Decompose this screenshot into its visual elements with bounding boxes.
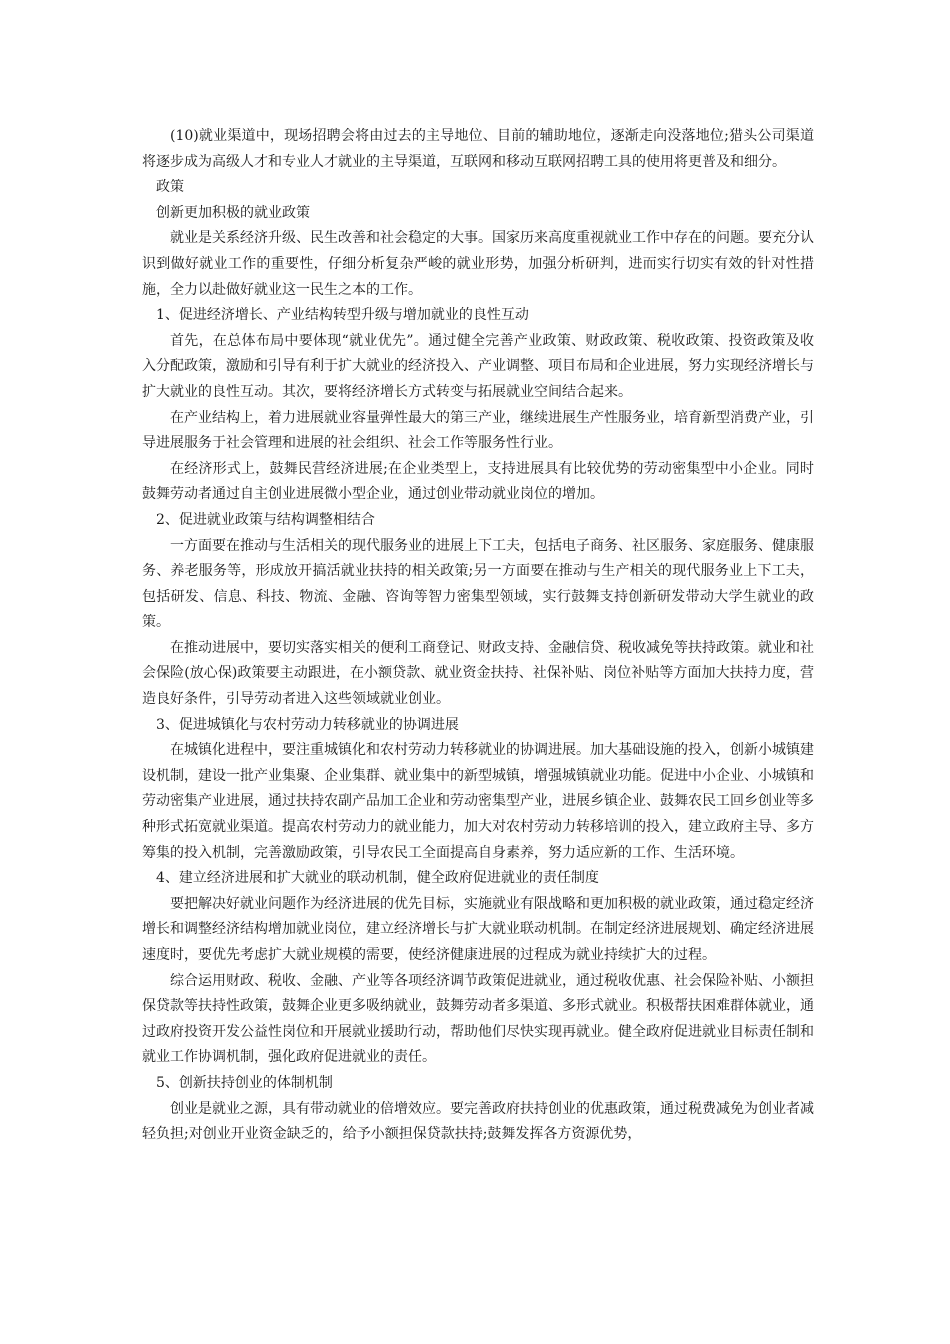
paragraph: 要把解决好就业问题作为经济进展的优先目标，实施就业有限战略和更加积极的就业政策，通过稳定经济增长和调整经济结构增加就业岗位，建立经济增长与扩大就业联动机制。在制定经济进展规划、确定经济进展速度时，要优先考虑扩大就业规模的需要，使经济健康进展的过程成为就业持续扩大的过程。 [142, 895, 814, 963]
section-heading-2: 2、促进就业政策与结构调整相结合 [156, 511, 375, 528]
section-heading-1: 1、促进经济增长、产业结构转型升级与增加就业的良性互动 [156, 307, 529, 324]
paragraph: 创业是就业之源，具有带动就业的倍增效应。要完善政府扶持创业的优惠政策，通过税费减免为创业者减轻负担;对创业开业资金缺乏的，给予小额担保贷款扶持;鼓舞发挥各方资源优势， [142, 1100, 814, 1143]
document-page [142, 124, 814, 1148]
paragraph: 综合运用财政、税收、金融、产业等各项经济调节政策促进就业，通过税收优惠、社会保险补贴、小额担保贷款等扶持性政策，鼓舞企业更多吸纳就业，鼓舞劳动者多渠道、多形式就业。积极帮扶困难群体就业，通过政府投资开发公益性岗位和开展就业援助行动，帮助他们尽快实现再就业。健全政府促进就业目标责任制和就业工作协调机制，强化政府促进就业的责任。 [142, 972, 814, 1066]
section-heading-4: 4、建立经济进展和扩大就业的联动机制，健全政府促进就业的责任制度 [156, 870, 599, 887]
paragraph: 一方面要在推动与生活相关的现代服务业的进展上下工夫，包括电子商务、社区服务、家庭服务、健康服务、养老服务等，形成放开搞活就业扶持的相关政策;另一方面要在推动与生产相关的现代服务业上下工夫，包括研发、信息、科技、物流、金融、咨询等智力密集型领域，实行鼓舞支持创新研发带动大学生就业的政策。 [142, 537, 814, 631]
paragraph-intro: (10)就业渠道中，现场招聘会将由过去的主导地位、目前的辅助地位，逐渐走向没落地位;猎头公司渠道将逐步成为高级人才和专业人才就业的主导渠道，互联网和移动互联网招聘工具的使用将更普及和细分。 [142, 128, 814, 170]
section-heading-3: 3、促进城镇化与农村劳动力转移就业的协调进展 [156, 716, 459, 733]
paragraph: 首先，在总体布局中要体现“就业优先”。通过健全完善产业政策、财政政策、税收政策、投资政策及收入分配政策，激励和引导有利于扩大就业的经济投入、产业调整、项目布局和企业进展，努力实现经济增长与扩大就业的良性互动。其次，要将经济增长方式转变与拓展就业空间结合起来。 [142, 332, 814, 400]
paragraph: 在经济形式上，鼓舞民营经济进展;在企业类型上，支持进展具有比较优势的劳动密集型中小企业。同时鼓舞劳动者通过自主创业进展微小型企业，通过创业带动就业岗位的增加。 [142, 460, 814, 503]
section-title-policy: 政策 [156, 179, 184, 196]
paragraph: 在推动进展中，要切实落实相关的便利工商登记、财政支持、金融信贷、税收减免等扶持政策。就业和社会保险(放心保)政策要主动跟进，在小额贷款、就业资金扶持、社保补贴、岗位补贴等方面加大扶持力度，营造良好条件，引导劳动者进入这些领域就业创业。 [142, 639, 814, 708]
section-subtitle: 创新更加积极的就业政策 [156, 204, 310, 221]
section-heading-5: 5、创新扶持创业的体制机制 [156, 1074, 333, 1091]
paragraph: 就业是关系经济升级、民生改善和社会稳定的大事。国家历来高度重视就业工作中存在的问题。要充分认识到做好就业工作的重要性，仔细分析复杂严峻的就业形势，加强分析研判，进而实行切实有效的针对性措施，全力以赴做好就业这一民生之本的工作。 [142, 230, 814, 298]
paragraph: 在产业结构上，着力进展就业容量弹性最大的第三产业，继续进展生产性服务业，培育新型消费产业，引导进展服务于社会管理和进展的社会组织、社会工作等服务性行业。 [142, 409, 814, 452]
paragraph: 在城镇化进程中，要注重城镇化和农村劳动力转移就业的协调进展。加大基础设施的投入，创新小城镇建设机制，建设一批产业集聚、企业集群、就业集中的新型城镇，增强城镇就业功能。促进中小企业、小城镇和劳动密集产业进展，通过扶持农副产品加工企业和劳动密集型产业，进展乡镇企业、鼓舞农民工回乡创业等多种形式拓宽就业渠道。提高农村劳动力的就业能力，加大对农村劳动力转移培训的投入，建立政府主导、多方筹集的投入机制，完善激励政策，引导农民工全面提高自身素养，努力适应新的工作、生活环境。 [142, 742, 814, 861]
